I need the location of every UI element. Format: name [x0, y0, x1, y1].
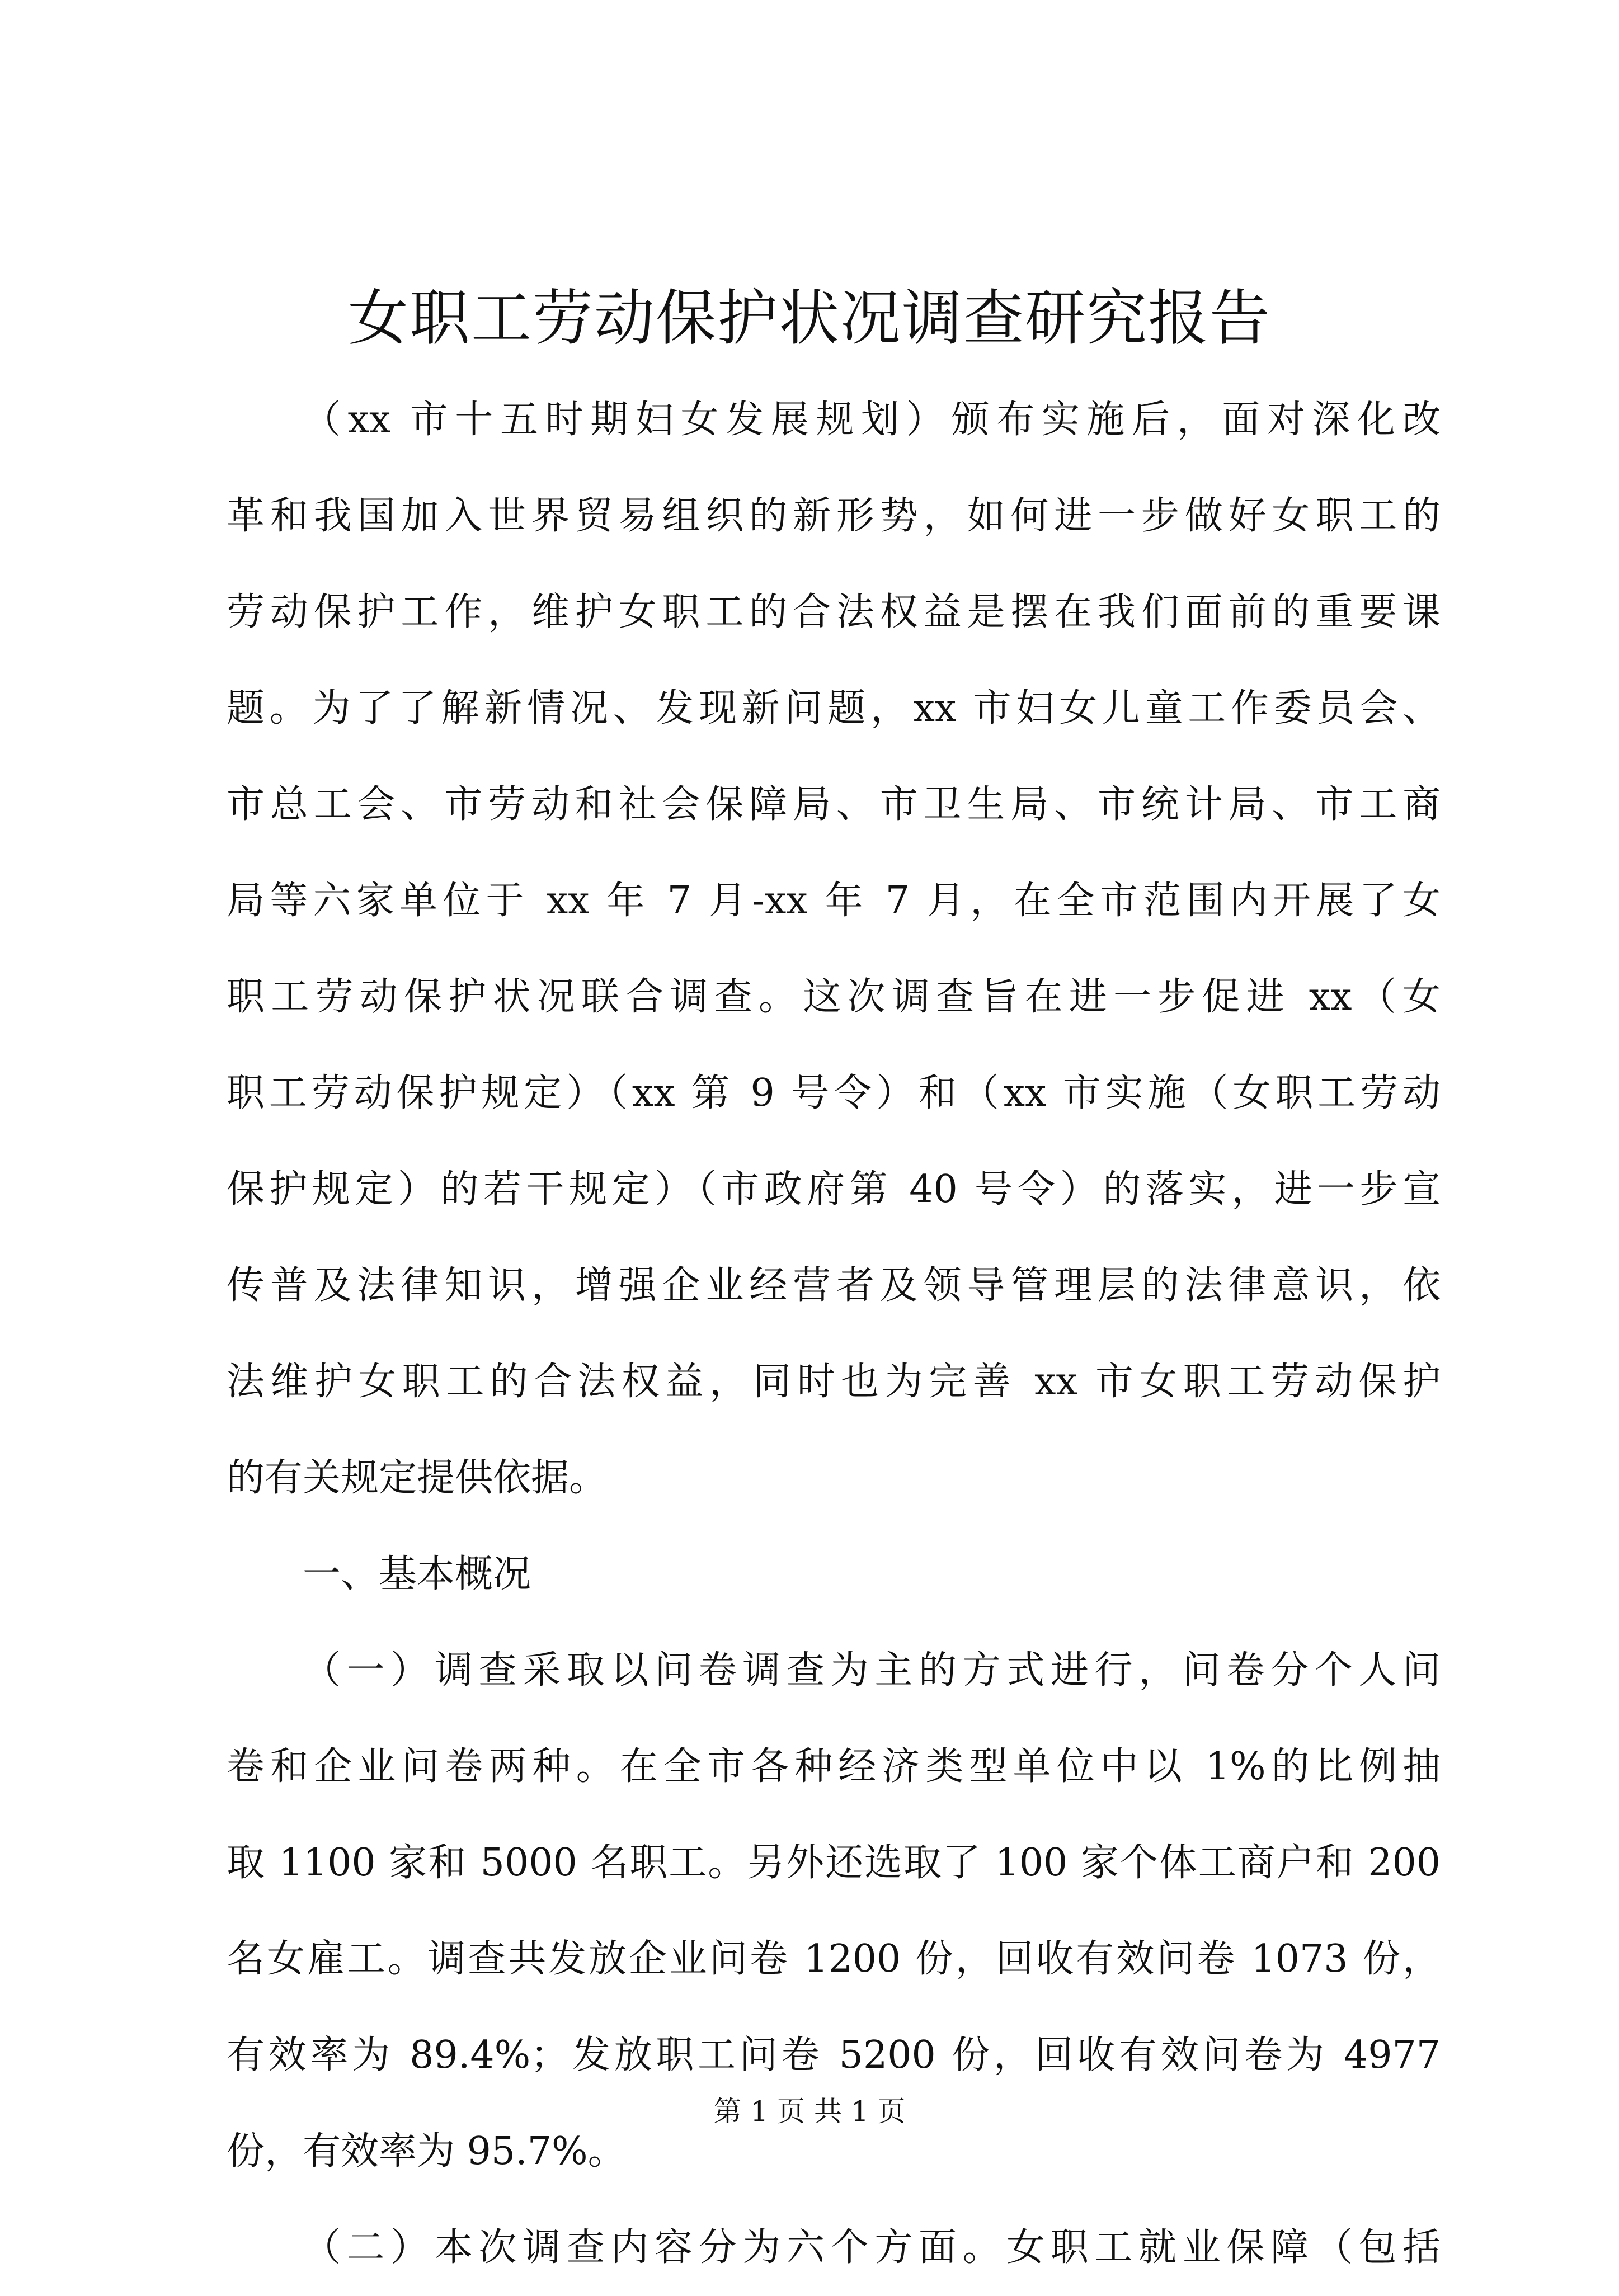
text-line: 传普及法律知识，增强企业经营者及领导管理层的法律意识，依	[227, 1263, 1441, 1308]
text-line: 份，有效率为 95.7%。	[227, 2129, 626, 2174]
text-line: 保护规定）的若干规定）（市政府第 40 号令）的落实，进一步宣	[227, 1167, 1441, 1211]
text-line: 的有关规定提供依据。	[227, 1456, 608, 1500]
text-line: 卷和企业问卷两种。在全市各种经济类型单位中以 1%的比例抽	[227, 1745, 1441, 1789]
text-line: 市总工会、市劳动和社会保障局、市卫生局、市统计局、市工商	[227, 782, 1441, 827]
text-line: （二）本次调查内容分为六个方面。女职工就业保障（包括	[303, 2226, 1441, 2270]
text-line: 局等六家单位于 xx 年 7 月-xx 年 7 月，在全市范围内开展了女	[227, 879, 1441, 923]
text-line: （一）调查采取以问卷调查为主的方式进行，问卷分个人问	[303, 1648, 1441, 1692]
text-line: 职工劳动保护状况联合调查。这次调查旨在进一步促进 xx（女	[227, 975, 1441, 1019]
text-line: 劳动保护工作，维护女职工的合法权益是摆在我们面前的重要课	[227, 590, 1441, 634]
page-number-footer: 第 1 页 共 1 页	[713, 2095, 906, 2128]
text-line: 职工劳动保护规定）（xx 第 9 号令）和（xx 市实施（女职工劳动	[227, 1071, 1441, 1115]
text-line: （xx 市十五时期妇女发展规划）颁布实施后，面对深化改	[303, 398, 1441, 442]
text-line: 名女雇工。调查共发放企业问卷 1200 份，回收有效问卷 1073 份，	[227, 1937, 1441, 1981]
text-line: 革和我国加入世界贸易组织的新形势，如何进一步做好女职工的	[227, 494, 1441, 538]
text-line: 法维护女职工的合法权益，同时也为完善 xx 市女职工劳动保护	[227, 1360, 1441, 1404]
document-title: 女职工劳动保护状况调查研究报告	[347, 284, 1271, 353]
text-line: 有效率为 89.4%；发放职工问卷 5200 份，回收有效问卷为 4977	[227, 2033, 1441, 2077]
text-line: 题。为了了解新情况、发现新问题，xx 市妇女儿童工作委员会、	[227, 686, 1441, 730]
section-heading: 一、基本概况	[303, 1552, 531, 1596]
text-line: 取 1100 家和 5000 名职工。另外还选取了 100 家个体工商户和 200	[227, 1841, 1441, 1885]
document-body	[227, 372, 1441, 2296]
